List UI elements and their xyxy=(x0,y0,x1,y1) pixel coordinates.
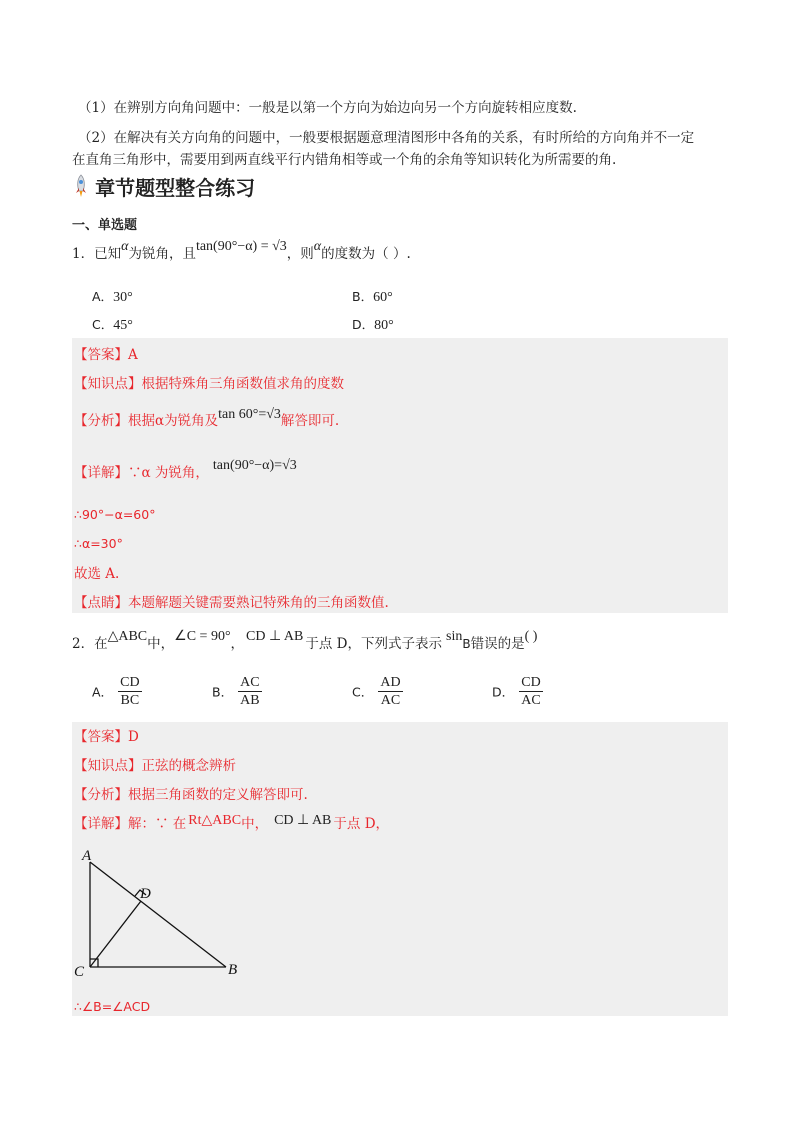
q1-stem-part: 为锐角，且 xyxy=(128,246,196,262)
vertex-label-a: A xyxy=(82,848,92,864)
question-2-stem xyxy=(72,629,538,655)
analysis-expression: tan 60°=√3 xyxy=(218,407,281,422)
q1-detail xyxy=(74,458,297,484)
detail-text: 于点 D， xyxy=(333,816,390,832)
detail-triangle: Rt△ABC xyxy=(188,813,242,828)
q1-option-c xyxy=(92,314,133,334)
q1-knowledge: 【知识点】根据特殊角三角函数值求角的度数 xyxy=(74,376,344,392)
q1-analysis xyxy=(74,407,340,432)
option-fraction xyxy=(519,674,542,709)
q2-stem-part: 中， xyxy=(147,636,175,652)
subheading: 一、单选题 xyxy=(72,218,138,233)
q1-stem-part: ，则 xyxy=(286,246,314,262)
question-1-stem xyxy=(72,239,411,265)
detail-expression: tan(90°−α)=√3 xyxy=(212,458,297,473)
q2-triangle: △ABC xyxy=(107,629,148,644)
q2-option-b xyxy=(212,674,262,709)
q2-perpendicular: CD ⊥ AB xyxy=(246,629,304,644)
q1-alpha: α xyxy=(313,239,322,254)
q2-stem-part: 2．在 xyxy=(72,636,108,652)
vertex-label-b: B xyxy=(228,962,238,978)
fraction-numerator: AD xyxy=(380,675,401,690)
fraction-numerator: CD xyxy=(521,675,541,690)
analysis-text: 【分析】根据α为锐角及 xyxy=(74,413,219,429)
q2-answer: 【答案】D xyxy=(74,729,139,745)
q2-conclusion: ∴∠B=∠ACD xyxy=(74,999,151,1014)
q2-knowledge: 【知识点】正弦的概念辨析 xyxy=(74,758,236,774)
q2-sin: sin xyxy=(446,629,463,644)
option-value: 80° xyxy=(374,318,394,333)
fraction-denominator: AC xyxy=(521,693,541,708)
option-letter: D． xyxy=(492,684,515,700)
triangle-diagram xyxy=(74,845,250,980)
detail-text: 【详解】∵α 为锐角， xyxy=(74,465,209,481)
vertex-label-d: D xyxy=(140,886,151,902)
option-letter: B． xyxy=(212,684,234,700)
option-value: 45° xyxy=(113,318,133,333)
q2-paren: ( ) xyxy=(524,629,538,644)
detail-perpendicular: CD ⊥ AB xyxy=(274,813,332,828)
q1-step-2: ∴α=30° xyxy=(74,536,123,551)
q2-analysis: 【分析】根据三角函数的定义解答即可. xyxy=(74,787,308,803)
q2-b: B xyxy=(462,637,471,651)
q1-answer: 【答案】A xyxy=(74,347,138,363)
q1-stem-part: 的度数为（ ）. xyxy=(321,246,411,262)
q1-comment: 【点睛】本题解题关键需要熟记特殊角的三角函数值. xyxy=(74,595,389,611)
option-fraction xyxy=(378,674,402,709)
q2-option-d xyxy=(492,674,543,709)
side-ab xyxy=(90,862,226,967)
q2-stem-part: ， xyxy=(230,636,245,652)
option-letter: D． xyxy=(352,317,375,332)
q1-stem-part: 1．已知 xyxy=(72,246,122,262)
q1-option-b xyxy=(352,286,393,306)
option-letter: A． xyxy=(92,289,114,304)
option-value: 60° xyxy=(373,290,393,305)
q1-step-1: ∴90°−α=60° xyxy=(74,507,156,522)
rocket-icon xyxy=(72,174,90,198)
option-letter: C． xyxy=(352,684,374,700)
option-letter: A． xyxy=(92,684,114,700)
q1-choose: 故选 A. xyxy=(74,566,120,582)
q1-option-a xyxy=(92,286,133,306)
fraction-denominator: AB xyxy=(240,693,260,708)
option-fraction xyxy=(238,674,261,709)
q2-stem-part: 于点 D，下列式子表示 xyxy=(305,636,442,652)
section-header xyxy=(72,172,255,201)
q2-angle: ∠C = 90° xyxy=(174,629,231,644)
intro-paragraph-1: （1）在辨别方向角问题中：一般是以第一个方向为始边向另一个方向旋转相应度数. xyxy=(78,100,577,116)
q2-detail xyxy=(74,814,389,835)
option-fraction xyxy=(118,674,141,709)
option-letter: B． xyxy=(352,289,374,304)
fraction-numerator: CD xyxy=(120,675,140,690)
segment-cd xyxy=(90,901,141,967)
vertex-label-c: C xyxy=(74,964,85,980)
section-title: 章节题型整合练习 xyxy=(95,176,256,200)
intro-paragraph-2b: 在直角三角形中，需要用到两直线平行内错角相等或一个角的余角等知识转化为所需要的角. xyxy=(72,152,617,168)
option-letter: C． xyxy=(92,317,114,332)
q2-option-c xyxy=(352,674,403,709)
q2-option-a xyxy=(92,674,142,709)
fraction-denominator: AC xyxy=(380,693,401,708)
q2-stem-part: 错误的是 xyxy=(470,636,525,652)
fraction-numerator: AC xyxy=(240,675,260,690)
analysis-text: 解答即可. xyxy=(280,413,340,429)
fraction-denominator: BC xyxy=(120,693,140,708)
detail-text: 中， xyxy=(241,816,269,832)
q1-option-d xyxy=(352,314,394,334)
option-value: 30° xyxy=(113,290,133,305)
intro-paragraph-2a: （2）在解决有关方向角的问题中，一般要根据题意理清图形中各角的关系，有时所给的方向角并不一定 xyxy=(78,130,695,146)
q1-expression: tan(90°−α) = √3 xyxy=(195,239,287,254)
q1-alpha: α xyxy=(121,239,129,254)
detail-text: 【详解】解：∵ 在 xyxy=(74,816,187,832)
